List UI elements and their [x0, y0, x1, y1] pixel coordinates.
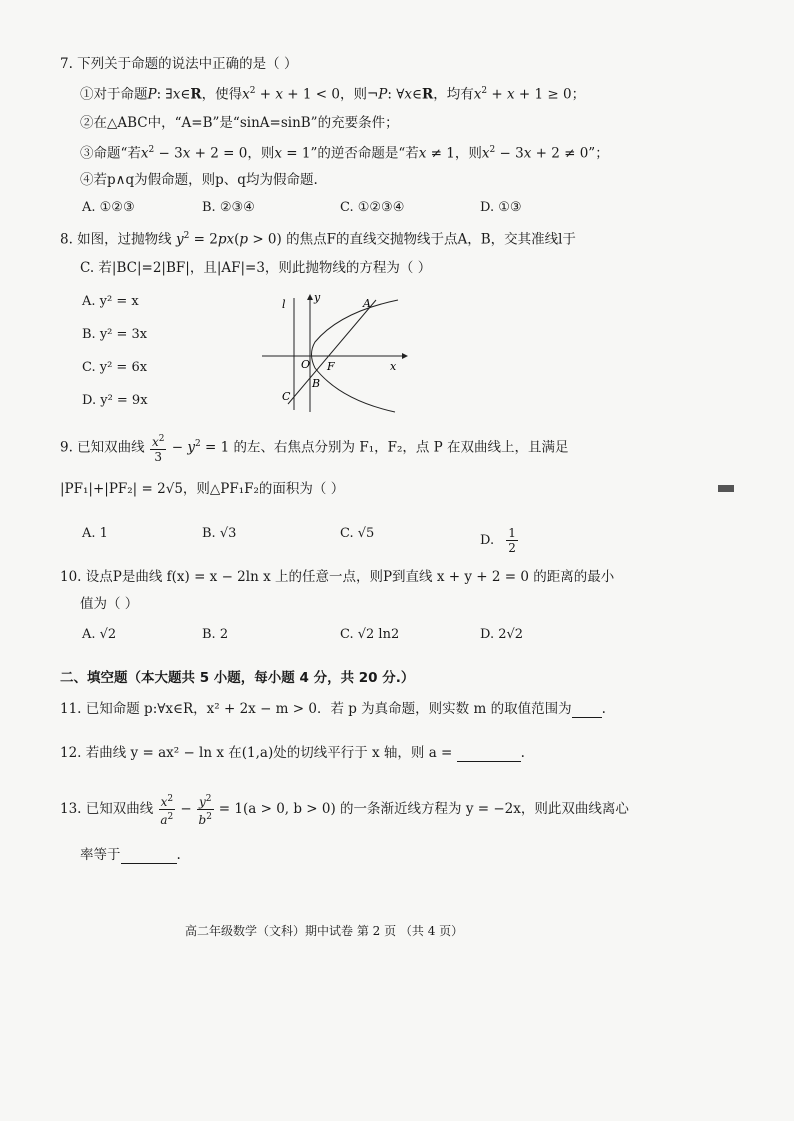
- q7-statement-1: ①对于命题P: ∃x∈R，使得$x^2 + x + 1 < 0$，则¬P: ∀x∈R，均有$x^2 + x + 1 \ge 0$；: [80, 86, 586, 103]
- q9-option-a: A. 1: [82, 526, 108, 541]
- q7-statement-3: ③命题“若$x^2 - 3x + 2 = 0$，则x = 1”的逆否命题是“若x ≠ 1，则$x^2 - 3x + 2 \ne 0$”；: [80, 145, 609, 162]
- section-heading-fill-in: 二、填空题（本大题共 5 小题，每小题 4 分，共 20 分.）: [60, 670, 415, 686]
- q9-line-2: |PF₁|+|PF₂| = 2√5，则△PF₁F₂的面积为（ ）: [60, 481, 345, 497]
- y-axis-arrow: [307, 294, 313, 300]
- page-footer: 高二年级数学（文科）期中试卷 第 2 页 （共 4 页）: [185, 924, 464, 938]
- q8-line-1: 8. 如图，过抛物线 $y^2 = 2px(p > 0)$ 的焦点F的直线交抛物线于点A，B，交其准线l于: [60, 231, 576, 248]
- q9-option-c: C. √5: [340, 526, 375, 541]
- label-o: O: [301, 358, 311, 371]
- q12: 12. 若曲线 y = ax² − ln x 在(1,a)处的切线平行于 x 轴，则 a = .: [60, 745, 525, 761]
- fraction-x2-over-3: $\frac{x^2}{3}$: [151, 434, 165, 464]
- label-f: F: [327, 360, 335, 373]
- label-a: A: [363, 297, 371, 310]
- q8-option-a: A. y² = x: [82, 294, 139, 309]
- label-l: l: [282, 298, 286, 311]
- q9-line-1: 9. 已知双曲线 $\frac{x^2}{3}$ − $y^2 = 1$ 的左、右焦点分别为 F₁，F₂，点 P 在双曲线上，且满足: [60, 434, 569, 464]
- q7-statement-2: ②在△ABC中，“A=B”是“sinA=sinB”的充要条件；: [80, 115, 399, 131]
- parabola-diagram: [260, 292, 410, 414]
- label-x: x: [390, 360, 397, 373]
- q10-option-a: A. √2: [82, 627, 117, 642]
- q9-option-b: B. √3: [202, 526, 237, 541]
- q10-option-b: B. 2: [202, 627, 229, 642]
- q10-line-1: 10. 设点P是曲线 f(x) = x − 2ln x 上的任意一点，则P到直线 x + y + 2 = 0 的距离的最小: [60, 569, 615, 585]
- label-c: C: [282, 390, 291, 403]
- q7-option-c: C. ①②③④: [340, 200, 405, 215]
- q11-answer-blank[interactable]: [572, 703, 602, 718]
- q10-option-c: C. √2 ln2: [340, 627, 400, 642]
- q13-answer-blank[interactable]: [121, 849, 177, 864]
- q7-option-d: D. ①③: [480, 200, 522, 215]
- q7-option-b: B. ②③④: [202, 200, 255, 215]
- q12-answer-blank[interactable]: [457, 747, 521, 762]
- q10-option-d: D. 2√2: [480, 627, 524, 642]
- q7-option-a: A. ①②③: [82, 200, 135, 215]
- label-b: B: [312, 377, 321, 390]
- q9-option-d: D. $\frac{1}{2}$: [480, 526, 516, 555]
- q7-statement-4: ④若p∧q为假命题，则p、q均为假命题.: [80, 172, 318, 188]
- q8-option-d: D. y² = 9x: [82, 393, 148, 408]
- focal-line: [288, 300, 376, 404]
- label-y: y: [314, 292, 321, 304]
- q10-line-2: 值为（ ）: [80, 596, 139, 612]
- x-axis-arrow: [402, 353, 408, 359]
- q7-stem: 7. 下列关于命题的说法中正确的是（ ）: [60, 56, 298, 72]
- q13-line-2: 率等于 .: [80, 847, 181, 863]
- scan-mark: [718, 485, 734, 492]
- q13-line-1: 13. 已知双曲线 $\frac{x^2}{a^2}$ − $\frac{y^2}{b^2}$ = 1(a > 0, b > 0) 的一条渐近线方程为 y = −2x，则此双曲线离心: [60, 794, 629, 827]
- q11: 11. 已知命题 p:∀x∈R，x² + 2x − m > 0．若 p 为真命题，则实数 m 的取值范围为 .: [60, 701, 606, 717]
- q8-option-b: B. y² = 3x: [82, 327, 148, 342]
- q8-option-c: C. y² = 6x: [82, 360, 148, 375]
- q8-line-2: C. 若|BC|=2|BF|，且|AF|=3，则此抛物线的方程为（ ）: [80, 260, 432, 276]
